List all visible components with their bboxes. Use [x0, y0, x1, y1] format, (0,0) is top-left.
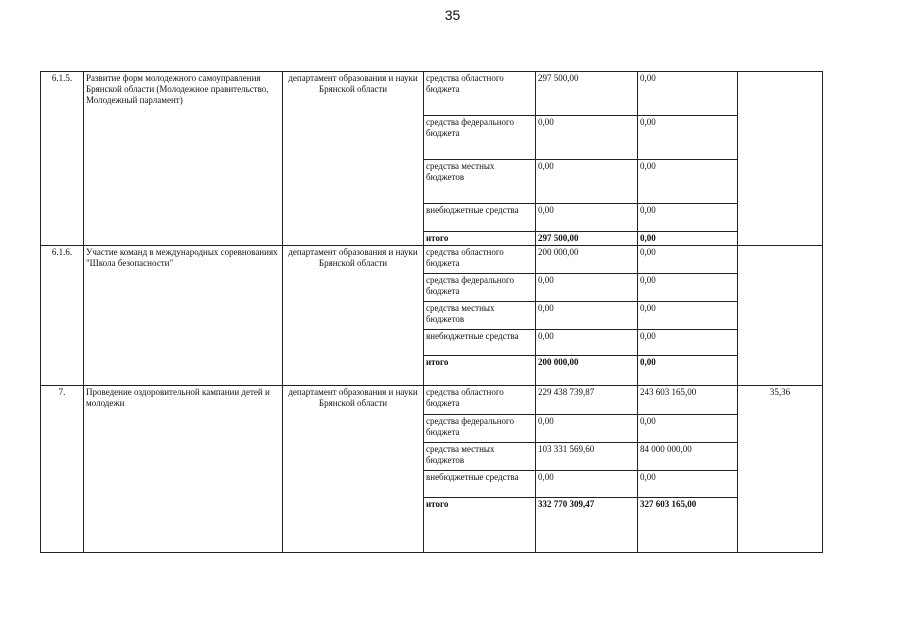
- source-label: внебюджетные средства: [424, 330, 536, 356]
- item-number: 6.1.6.: [41, 246, 84, 386]
- value-col2: 0,00: [638, 302, 738, 330]
- value-col1: 103 331 569,60: [536, 443, 638, 471]
- item-department: департамент образования и науки Брянской области: [283, 72, 424, 246]
- value-col2: 0,00: [638, 160, 738, 204]
- source-label: внебюджетные средства: [424, 471, 536, 498]
- source-label: средства федерального бюджета: [424, 415, 536, 443]
- source-label: средства областного бюджета: [424, 246, 536, 274]
- total-col2: 327 603 165,00: [638, 498, 738, 553]
- table-row: [41, 246, 823, 274]
- total-col1: 200 000,00: [536, 356, 638, 386]
- page-number: 35: [444, 7, 461, 23]
- value-col2: 0,00: [638, 471, 738, 498]
- source-label: средства областного бюджета: [424, 72, 536, 116]
- value-col2: 0,00: [638, 274, 738, 302]
- value-col2: 0,00: [638, 246, 738, 274]
- value-col1: 0,00: [536, 415, 638, 443]
- value-col1: 0,00: [536, 116, 638, 160]
- source-label: внебюджетные средства: [424, 204, 536, 232]
- value-col2: 0,00: [638, 72, 738, 116]
- total-label: итого: [424, 356, 536, 386]
- total-col1: 297 500,00: [536, 232, 638, 246]
- value-col2: 0,00: [638, 204, 738, 232]
- value-col1: 0,00: [536, 302, 638, 330]
- item-percent: 35,36: [738, 386, 823, 553]
- source-label: средства местных бюджетов: [424, 443, 536, 471]
- item-title: Участие команд в международных соревнованиях "Школа безопасности": [84, 246, 283, 386]
- value-col1: 0,00: [536, 160, 638, 204]
- value-col2: 84 000 000,00: [638, 443, 738, 471]
- item-title: Проведение оздоровительной кампании детей и молодежи: [84, 386, 283, 553]
- item-percent: [738, 246, 823, 386]
- total-col1: 332 770 309,47: [536, 498, 638, 553]
- value-col1: 0,00: [536, 204, 638, 232]
- table-row: [41, 72, 823, 116]
- value-col2: 0,00: [638, 415, 738, 443]
- total-col2: 0,00: [638, 356, 738, 386]
- value-col2: 0,00: [638, 330, 738, 356]
- total-label: итого: [424, 232, 536, 246]
- budget-table: [40, 71, 823, 553]
- value-col1: 0,00: [536, 471, 638, 498]
- source-label: средства федерального бюджета: [424, 274, 536, 302]
- source-label: средства местных бюджетов: [424, 302, 536, 330]
- value-col1: 200 000,00: [536, 246, 638, 274]
- item-number: 6.1.5.: [41, 72, 84, 246]
- item-title: Развитие форм молодежного самоуправления Брянской области (Молодежное правительство, Молодежный парламент): [84, 72, 283, 246]
- item-number: 7.: [41, 386, 84, 553]
- table-row: [41, 386, 823, 415]
- value-col1: 297 500,00: [536, 72, 638, 116]
- item-percent: [738, 72, 823, 246]
- source-label: средства областного бюджета: [424, 386, 536, 415]
- total-label: итого: [424, 498, 536, 553]
- item-department: департамент образования и науки Брянской области: [283, 386, 424, 553]
- value-col1: 229 438 739,87: [536, 386, 638, 415]
- value-col2: 0,00: [638, 116, 738, 160]
- item-department: департамент образования и науки Брянской области: [283, 246, 424, 386]
- source-label: средства местных бюджетов: [424, 160, 536, 204]
- value-col1: 0,00: [536, 274, 638, 302]
- value-col2: 243 603 165,00: [638, 386, 738, 415]
- total-col2: 0,00: [638, 232, 738, 246]
- source-label: средства федерального бюджета: [424, 116, 536, 160]
- value-col1: 0,00: [536, 330, 638, 356]
